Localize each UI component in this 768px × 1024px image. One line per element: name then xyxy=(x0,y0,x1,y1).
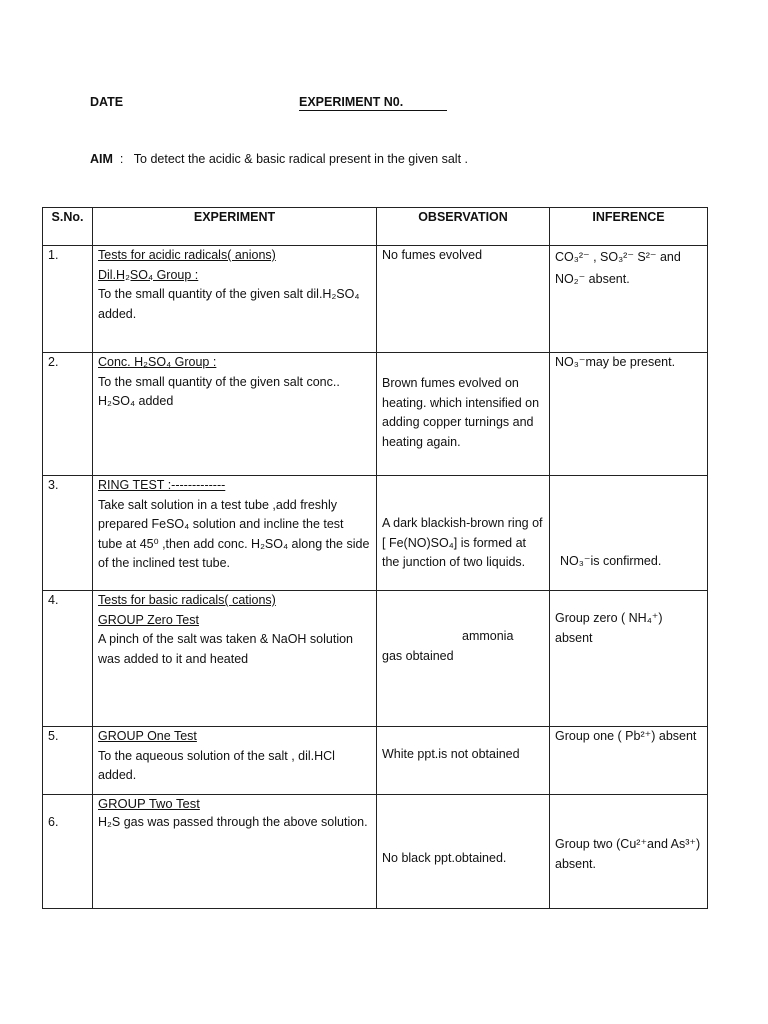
experiment-text: To the aqueous solution of the salt , dil.HCl added. xyxy=(98,748,335,782)
row-inference: Group zero ( NH₄⁺) absent xyxy=(550,591,708,727)
row-sno: 2. xyxy=(43,353,93,476)
row-observation: Brown fumes evolved on heating. which intensified on adding copper turnings and heating again. xyxy=(377,353,550,476)
column-header-experiment: EXPERIMENT xyxy=(93,208,377,246)
aim-line xyxy=(90,152,468,166)
table-header-row xyxy=(43,208,708,246)
table-row xyxy=(43,591,708,727)
experiment-text: Take salt solution in a test tube ,add freshly prepared FeSO₄ solution and incline the test tube at 45⁰ ,then add conc. H₂SO₄ along the side of the inclined test tube. xyxy=(98,497,370,570)
column-header-inference: INFERENCE xyxy=(550,208,708,246)
row-experiment xyxy=(93,727,377,795)
row-observation: No fumes evolved xyxy=(377,246,550,353)
row-sno: 4. xyxy=(43,591,93,727)
row-observation: No black ppt.obtained. xyxy=(377,795,550,909)
experiment-subheading: GROUP One Test xyxy=(98,729,197,743)
aim-label: AIM xyxy=(90,152,113,166)
row-experiment xyxy=(93,591,377,727)
row-experiment xyxy=(93,795,377,909)
table-row xyxy=(43,476,708,591)
row-sno: 6. xyxy=(43,795,93,909)
experiment-subheading: GROUP Zero Test xyxy=(98,612,199,627)
row-inference: CO₃²⁻ , SO₃²⁻ S²⁻ and NO₂⁻ absent. xyxy=(550,246,708,353)
row-sno: 1. xyxy=(43,246,93,353)
column-header-sno: S.No. xyxy=(43,208,93,246)
table-row xyxy=(43,246,708,353)
row-inference: Group one ( Pb²⁺) absent xyxy=(550,727,708,795)
row-observation: White ppt.is not obtained xyxy=(377,727,550,795)
observation-line: ammonia xyxy=(462,629,514,643)
table-row xyxy=(43,795,708,909)
row-sno: 5. xyxy=(43,727,93,795)
experiment-subheading: GROUP Two Test xyxy=(98,796,200,811)
observation-line: gas obtained xyxy=(382,648,454,663)
experiment-text: H₂S gas was passed through the above solution. xyxy=(98,815,368,829)
row-observation: A dark blackish-brown ring of [ Fe(NO)SO₄] is formed at the junction of two liquids. xyxy=(377,476,550,591)
row-experiment xyxy=(93,353,377,476)
experiment-subheading: Dil.H₂SO₄ Group : xyxy=(98,267,199,282)
experiment-text: To the small quantity of the given salt conc.. H₂SO₄ added xyxy=(98,374,340,408)
experiment-heading: Tests for basic radicals( cations) xyxy=(98,593,276,607)
row-experiment xyxy=(93,246,377,353)
table-row xyxy=(43,353,708,476)
aim-text: To detect the acidic & basic radical present in the given salt . xyxy=(133,152,468,166)
row-inference: Group two (Cu²⁺and As³⁺) absent. xyxy=(550,795,708,909)
row-inference: NO₃⁻is confirmed. xyxy=(550,476,708,591)
column-header-observation: OBSERVATION xyxy=(377,208,550,246)
experiment-heading: Tests for acidic radicals( anions) xyxy=(98,248,276,262)
experiment-subheading: RING TEST :------------- xyxy=(98,478,226,492)
date-label: DATE xyxy=(90,95,124,109)
row-experiment xyxy=(93,476,377,591)
experiment-subheading: Conc. H₂SO₄ Group : xyxy=(98,355,217,369)
row-sno: 3. xyxy=(43,476,93,591)
aim-separator: : xyxy=(119,152,124,166)
experiment-table xyxy=(42,207,708,909)
row-observation xyxy=(377,591,550,727)
table-row xyxy=(43,727,708,795)
experiment-text: A pinch of the salt was taken & NaOH solution was added to it and heated xyxy=(98,632,353,666)
experiment-text: To the small quantity of the given salt dil.H₂SO₄ added. xyxy=(98,287,360,321)
row-inference: NO₃⁻may be present. xyxy=(550,353,708,476)
experiment-number-label: EXPERIMENT N0. xyxy=(299,95,447,111)
